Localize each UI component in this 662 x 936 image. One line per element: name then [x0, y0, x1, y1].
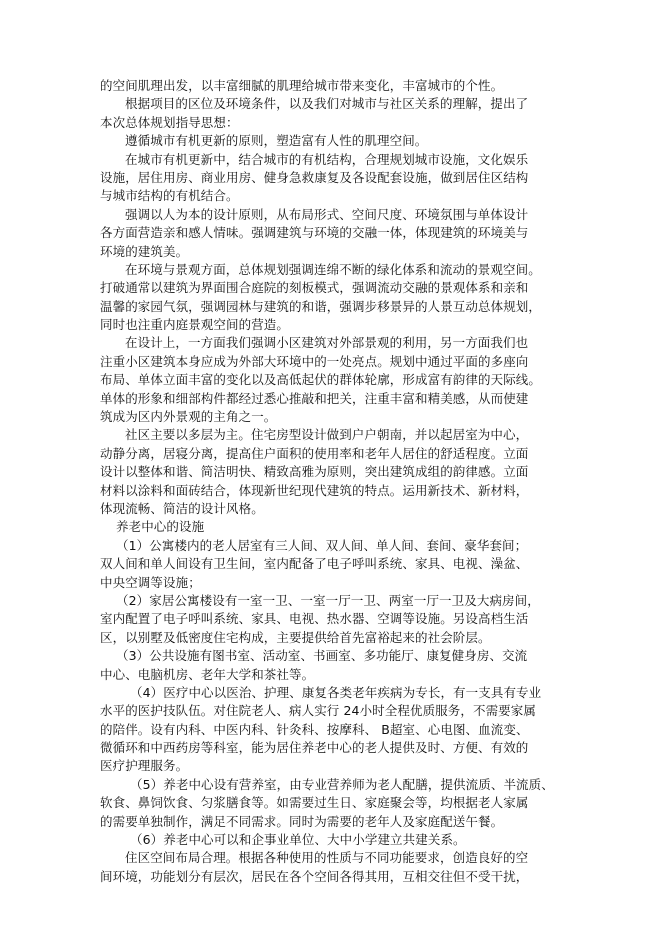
text-line: 同时也注重内庭景观空间的营造。: [100, 317, 290, 333]
text-line: 材料以涂料和面砖结合，体现新世纪现代建筑的特点。运用新技术、新材料，: [100, 482, 529, 498]
text-line: （2）家居公寓楼设有一室一卫、一室一厅一卫、两室一厅一卫及大病房间，: [116, 592, 540, 608]
text-line: 动静分离，居寝分离，提高住户面积的使用率和老年人居住的舒适程度。立面: [100, 445, 529, 461]
text-line: 双人间和单人间设有卫生间，室内配备了电子呼叫系统、家具、电视、澡盆、: [100, 556, 529, 572]
text-line: 环境的建筑美。: [100, 243, 189, 259]
text-line: （3）公共设施有图书室、活动室、书画室、多功能厅、康复健身房、交流: [116, 648, 528, 664]
text-line: 各方面营造亲和感人情味。强调建筑与环境的交融一体，体现建筑的环境美与: [100, 225, 529, 241]
text-line: （5）养老中心设有营养室，由专业营养师为老人配膳，提供流质、半流质、: [130, 776, 554, 792]
text-line: 社区主要以多层为主。住宅房型设计做到户户朝南，并以起居室为中心，: [125, 427, 529, 443]
text-line: 与城市结构的有机结合。: [100, 188, 239, 204]
text-line: 根据项目的区位及环境条件，以及我们对城市与社区关系的理解，提出了: [125, 96, 529, 112]
text-line: 的需要单独制作，满足不同需求。同时为需要的老年人及家庭配送午餐。: [100, 813, 504, 829]
text-line: 单体的形象和细部构件都经过悉心推敲和把关，注重丰富和精美感，从而使建: [100, 390, 529, 406]
text-line: 住区空间布局合理。根据各种使用的性质与不同功能要求，创造良好的空: [125, 850, 529, 866]
text-line: 医疗护理服务。: [100, 758, 189, 774]
text-line: 遵循城市有机更新的原则，塑造富有人性的肌理空间。: [125, 133, 428, 149]
text-line: （6）养老中心可以和企事业单位、大中小学建立共建关系。: [130, 832, 466, 848]
text-line: 软食、鼻饲饮食、匀浆膳食等。如需要过生日、家庭聚会等，均根据老人家属: [100, 795, 529, 811]
text-line: （4）医疗中心以医治、护理、康复各类老年疾病为专长，有一支具有专业: [130, 684, 542, 700]
text-line: 强调以人为本的设计原则，从布局形式、空间尺度、环境氛围与单体设计: [125, 206, 529, 222]
text-line: 温馨的家园气氛，强调园林与建筑的和谐，强调步移景异的人景互动总体规划，: [100, 298, 542, 314]
text-line: 布局、单体立面丰富的变化以及高低起伏的群体轮廓，形成富有韵律的天际线。: [100, 372, 542, 388]
text-line: 水平的医护技队伍。对住院老人、病人实行 24小时全程优质服务，不需要家属: [100, 703, 536, 719]
text-line: 在城市有机更新中，结合城市的有机结构，合理规划城市设施，文化娱乐: [125, 151, 529, 167]
text-line: 打破通常以建筑为界面围合庭院的刻板模式，强调流动交融的景观体系和亲和: [100, 280, 529, 296]
text-line: 中央空调等设施；: [100, 574, 201, 590]
text-line: 微循环和中西药房等科室，能为居住养老中心的老人提供及时、方便、有效的: [100, 740, 529, 756]
text-line: 设施，居住用房、商业用房、健身急救康复及各设配套设施，做到居住区结构: [100, 169, 529, 185]
text-line: 室内配置了电子呼叫系统、家具、电视、热水器、空调等设施。另设高档生活: [100, 611, 529, 627]
document-body: [100, 77, 562, 886]
text-line: 中心、电脑机房、老年大学和茶社等。: [100, 666, 315, 682]
text-line: 注重小区建筑本身应成为外部大环境中的一处亮点。规划中通过平面的多座向: [100, 353, 529, 369]
text-line: 的空间肌理出发，以丰富细腻的肌理给城市带来变化，丰富城市的个性。: [100, 78, 504, 93]
section-heading: 养老中心的设施: [116, 519, 205, 535]
text-line: 间环境，功能划分有层次，居民在各个空间各得其用，互相交往但不受干扰，: [100, 868, 529, 884]
text-line: （1）公寓楼内的老人居室有三人间、双人间、单人间、套间、豪华套间；: [116, 537, 528, 553]
text-line: 设计以整体和谐、简洁明快、精致高雅为原则，突出建筑成组的韵律感。立面: [100, 464, 529, 480]
text-line: 的陪伴。设有内科、中医内科、针灸科、按摩科、 B超室、心电图、血流变、: [100, 721, 529, 737]
text-line: 在环境与景观方面，总体规划强调连绵不断的绿化体系和流动的景观空间。: [125, 261, 541, 277]
text-line: 体现流畅、简洁的设计风格。: [100, 500, 264, 516]
text-line: 在设计上，一方面我们强调小区建筑对外部景观的利用，另一方面我们也: [125, 335, 529, 351]
text-line: 区，以别墅及低密度住宅构成，主要提供给首先富裕起来的社会阶层。: [100, 629, 491, 645]
text-line: 本次总体规划指导思想：: [100, 114, 239, 130]
text-line: 筑成为区内外景观的主角之一。: [100, 409, 277, 425]
